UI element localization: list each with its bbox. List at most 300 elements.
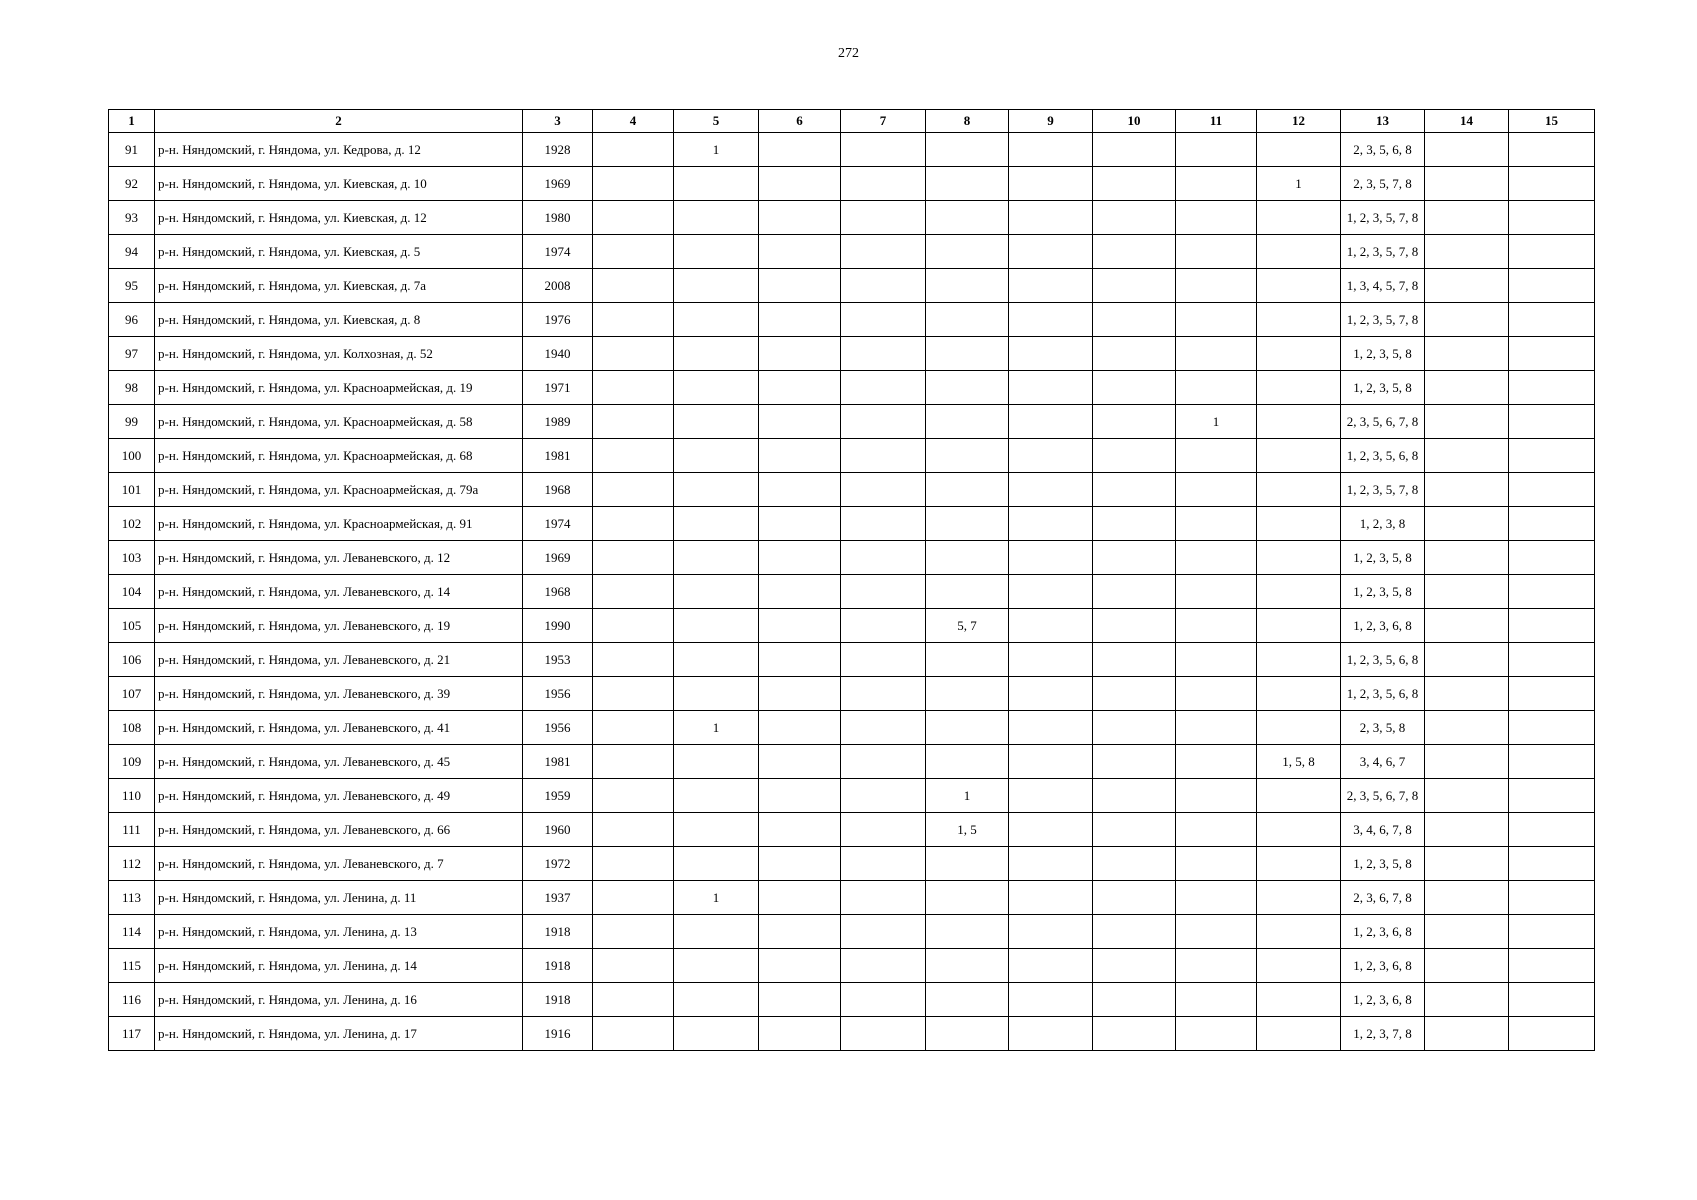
address-cell: р-н. Няндомский, г. Няндома, ул. Леваневского, д. 12 bbox=[155, 541, 523, 575]
table-row bbox=[109, 677, 1595, 711]
table-cell-col-8 bbox=[926, 473, 1009, 507]
table-cell-col-14 bbox=[1425, 1017, 1509, 1051]
table-row bbox=[109, 235, 1595, 269]
table-cell-col-4 bbox=[593, 405, 674, 439]
table-cell-col-7 bbox=[841, 949, 926, 983]
address-cell: р-н. Няндомский, г. Няндома, ул. Киевская, д. 12 bbox=[155, 201, 523, 235]
table-cell-col-4 bbox=[593, 541, 674, 575]
table-cell-col-8 bbox=[926, 677, 1009, 711]
table-cell-col-8 bbox=[926, 881, 1009, 915]
column-header-8: 8 bbox=[926, 110, 1009, 133]
table-cell-col-11 bbox=[1176, 541, 1257, 575]
table-cell-col-15 bbox=[1509, 133, 1595, 167]
table-cell-col-11 bbox=[1176, 507, 1257, 541]
table-cell-col-8 bbox=[926, 133, 1009, 167]
table-cell-col-15 bbox=[1509, 1017, 1595, 1051]
table-cell-col-12 bbox=[1257, 235, 1341, 269]
address-cell: р-н. Няндомский, г. Няндома, ул. Кедрова, д. 12 bbox=[155, 133, 523, 167]
address-cell: р-н. Няндомский, г. Няндома, ул. Леваневского, д. 19 bbox=[155, 609, 523, 643]
header-row bbox=[109, 110, 1595, 133]
table-row bbox=[109, 643, 1595, 677]
table-cell-col-7 bbox=[841, 371, 926, 405]
table-cell-col-12 bbox=[1257, 609, 1341, 643]
table-cell-col-10 bbox=[1093, 575, 1176, 609]
table-cell-col-14 bbox=[1425, 303, 1509, 337]
address-cell: р-н. Няндомский, г. Няндома, ул. Киевская, д. 5 bbox=[155, 235, 523, 269]
address-cell: р-н. Няндомский, г. Няндома, ул. Леваневского, д. 49 bbox=[155, 779, 523, 813]
table-cell-col-5 bbox=[674, 813, 759, 847]
table-cell-col-10 bbox=[1093, 1017, 1176, 1051]
table-cell-col-11 bbox=[1176, 269, 1257, 303]
table-cell-col-9 bbox=[1009, 881, 1093, 915]
table-cell-col-6 bbox=[759, 847, 841, 881]
table-cell-col-7 bbox=[841, 1017, 926, 1051]
year-cell: 1937 bbox=[523, 881, 593, 915]
table-cell-col-9 bbox=[1009, 949, 1093, 983]
table-cell-col-12 bbox=[1257, 949, 1341, 983]
table-cell-col-14 bbox=[1425, 643, 1509, 677]
table-cell-col-14 bbox=[1425, 269, 1509, 303]
table-cell-col-14 bbox=[1425, 133, 1509, 167]
table-cell-col-15 bbox=[1509, 813, 1595, 847]
table-cell-col-11 bbox=[1176, 133, 1257, 167]
table-cell-col-10 bbox=[1093, 745, 1176, 779]
table-cell-col-5 bbox=[674, 779, 759, 813]
table-cell-col-5: 1 bbox=[674, 133, 759, 167]
table-cell-col-10 bbox=[1093, 881, 1176, 915]
table-cell-col-9 bbox=[1009, 541, 1093, 575]
row-number-cell: 94 bbox=[109, 235, 155, 269]
table-cell-col-7 bbox=[841, 677, 926, 711]
table-cell-col-9 bbox=[1009, 983, 1093, 1017]
table-cell-col-9 bbox=[1009, 235, 1093, 269]
table-cell-col-7 bbox=[841, 337, 926, 371]
table-cell-col-14 bbox=[1425, 405, 1509, 439]
table-cell-col-6 bbox=[759, 609, 841, 643]
table-cell-col-9 bbox=[1009, 133, 1093, 167]
table-row bbox=[109, 745, 1595, 779]
row-number-cell: 108 bbox=[109, 711, 155, 745]
table-cell-col-7 bbox=[841, 983, 926, 1017]
table-row bbox=[109, 371, 1595, 405]
table-cell-col-4 bbox=[593, 337, 674, 371]
table-cell-col-12 bbox=[1257, 507, 1341, 541]
table-cell-col-13: 1, 2, 3, 5, 6, 8 bbox=[1341, 643, 1425, 677]
table-cell-col-12 bbox=[1257, 677, 1341, 711]
table-cell-col-7 bbox=[841, 711, 926, 745]
table-cell-col-5 bbox=[674, 269, 759, 303]
table-cell-col-13: 1, 2, 3, 6, 8 bbox=[1341, 915, 1425, 949]
table-cell-col-9 bbox=[1009, 847, 1093, 881]
table-cell-col-8 bbox=[926, 847, 1009, 881]
table-row bbox=[109, 133, 1595, 167]
row-number-cell: 95 bbox=[109, 269, 155, 303]
year-cell: 1968 bbox=[523, 575, 593, 609]
table-cell-col-12 bbox=[1257, 439, 1341, 473]
table-cell-col-14 bbox=[1425, 167, 1509, 201]
column-header-14: 14 bbox=[1425, 110, 1509, 133]
table-cell-col-10 bbox=[1093, 643, 1176, 677]
row-number-cell: 93 bbox=[109, 201, 155, 235]
address-cell: р-н. Няндомский, г. Няндома, ул. Киевская, д. 7а bbox=[155, 269, 523, 303]
table-cell-col-15 bbox=[1509, 201, 1595, 235]
table-cell-col-7 bbox=[841, 609, 926, 643]
year-cell: 1956 bbox=[523, 677, 593, 711]
column-header-15: 15 bbox=[1509, 110, 1595, 133]
row-number-cell: 105 bbox=[109, 609, 155, 643]
table-cell-col-10 bbox=[1093, 235, 1176, 269]
table-row bbox=[109, 711, 1595, 745]
table-cell-col-8 bbox=[926, 507, 1009, 541]
table-cell-col-10 bbox=[1093, 677, 1176, 711]
table-cell-col-11 bbox=[1176, 643, 1257, 677]
table-cell-col-10 bbox=[1093, 609, 1176, 643]
table-row bbox=[109, 881, 1595, 915]
table-row bbox=[109, 337, 1595, 371]
table-cell-col-9 bbox=[1009, 439, 1093, 473]
row-number-cell: 106 bbox=[109, 643, 155, 677]
table-cell-col-5 bbox=[674, 337, 759, 371]
table-cell-col-8 bbox=[926, 337, 1009, 371]
table-cell-col-13: 1, 2, 3, 5, 8 bbox=[1341, 371, 1425, 405]
table-cell-col-12 bbox=[1257, 303, 1341, 337]
table-cell-col-7 bbox=[841, 915, 926, 949]
row-number-cell: 96 bbox=[109, 303, 155, 337]
table-cell-col-6 bbox=[759, 405, 841, 439]
table-cell-col-4 bbox=[593, 881, 674, 915]
table-cell-col-8 bbox=[926, 371, 1009, 405]
table-cell-col-11 bbox=[1176, 303, 1257, 337]
table-cell-col-14 bbox=[1425, 609, 1509, 643]
table-cell-col-6 bbox=[759, 201, 841, 235]
table-cell-col-12 bbox=[1257, 201, 1341, 235]
table-cell-col-4 bbox=[593, 507, 674, 541]
address-cell: р-н. Няндомский, г. Няндома, ул. Ленина, д. 14 bbox=[155, 949, 523, 983]
row-number-cell: 117 bbox=[109, 1017, 155, 1051]
table-cell-col-6 bbox=[759, 575, 841, 609]
table-cell-col-4 bbox=[593, 167, 674, 201]
table-cell-col-9 bbox=[1009, 609, 1093, 643]
table-cell-col-5 bbox=[674, 847, 759, 881]
table-cell-col-6 bbox=[759, 1017, 841, 1051]
table-cell-col-13: 1, 2, 3, 5, 8 bbox=[1341, 847, 1425, 881]
table-cell-col-15 bbox=[1509, 167, 1595, 201]
table-cell-col-8 bbox=[926, 269, 1009, 303]
table-cell-col-12 bbox=[1257, 473, 1341, 507]
column-header-3: 3 bbox=[523, 110, 593, 133]
table-cell-col-6 bbox=[759, 711, 841, 745]
table-cell-col-14 bbox=[1425, 677, 1509, 711]
row-number-cell: 115 bbox=[109, 949, 155, 983]
table-cell-col-12 bbox=[1257, 337, 1341, 371]
table-cell-col-12 bbox=[1257, 575, 1341, 609]
table-cell-col-7 bbox=[841, 813, 926, 847]
table-cell-col-14 bbox=[1425, 983, 1509, 1017]
row-number-cell: 104 bbox=[109, 575, 155, 609]
table-cell-col-13: 2, 3, 5, 6, 7, 8 bbox=[1341, 779, 1425, 813]
row-number-cell: 103 bbox=[109, 541, 155, 575]
table-row bbox=[109, 813, 1595, 847]
year-cell: 1953 bbox=[523, 643, 593, 677]
table-row bbox=[109, 847, 1595, 881]
table-cell-col-4 bbox=[593, 949, 674, 983]
table-cell-col-12 bbox=[1257, 711, 1341, 745]
year-cell: 1980 bbox=[523, 201, 593, 235]
table-cell-col-11 bbox=[1176, 473, 1257, 507]
table-cell-col-6 bbox=[759, 677, 841, 711]
table-cell-col-6 bbox=[759, 371, 841, 405]
table-cell-col-13: 3, 4, 6, 7, 8 bbox=[1341, 813, 1425, 847]
table-cell-col-10 bbox=[1093, 201, 1176, 235]
table-cell-col-11 bbox=[1176, 745, 1257, 779]
table-cell-col-9 bbox=[1009, 643, 1093, 677]
table-cell-col-13: 1, 2, 3, 5, 8 bbox=[1341, 541, 1425, 575]
table-cell-col-7 bbox=[841, 269, 926, 303]
table-cell-col-8 bbox=[926, 643, 1009, 677]
table-cell-col-15 bbox=[1509, 609, 1595, 643]
table-cell-col-14 bbox=[1425, 711, 1509, 745]
year-cell: 1916 bbox=[523, 1017, 593, 1051]
table-cell-col-8 bbox=[926, 983, 1009, 1017]
table-row bbox=[109, 269, 1595, 303]
table-cell-col-12 bbox=[1257, 847, 1341, 881]
column-header-4: 4 bbox=[593, 110, 674, 133]
table-cell-col-6 bbox=[759, 745, 841, 779]
table-cell-col-9 bbox=[1009, 337, 1093, 371]
table-cell-col-13: 1, 2, 3, 5, 6, 8 bbox=[1341, 677, 1425, 711]
table-cell-col-6 bbox=[759, 439, 841, 473]
table-cell-col-15 bbox=[1509, 677, 1595, 711]
table-cell-col-13: 1, 2, 3, 5, 7, 8 bbox=[1341, 473, 1425, 507]
row-number-cell: 91 bbox=[109, 133, 155, 167]
table-cell-col-12 bbox=[1257, 813, 1341, 847]
table-row bbox=[109, 473, 1595, 507]
table-cell-col-14 bbox=[1425, 507, 1509, 541]
table-cell-col-7 bbox=[841, 167, 926, 201]
table-cell-col-11 bbox=[1176, 337, 1257, 371]
table-cell-col-7 bbox=[841, 881, 926, 915]
table-header bbox=[109, 110, 1595, 133]
table-cell-col-4 bbox=[593, 269, 674, 303]
address-cell: р-н. Няндомский, г. Няндома, ул. Красноармейская, д. 91 bbox=[155, 507, 523, 541]
table-cell-col-4 bbox=[593, 1017, 674, 1051]
table-cell-col-11 bbox=[1176, 167, 1257, 201]
table-cell-col-13: 1, 2, 3, 8 bbox=[1341, 507, 1425, 541]
table-cell-col-12: 1 bbox=[1257, 167, 1341, 201]
table-cell-col-9 bbox=[1009, 711, 1093, 745]
table-cell-col-7 bbox=[841, 133, 926, 167]
table-cell-col-14 bbox=[1425, 915, 1509, 949]
table-cell-col-9 bbox=[1009, 1017, 1093, 1051]
table-cell-col-4 bbox=[593, 575, 674, 609]
year-cell: 1918 bbox=[523, 949, 593, 983]
table-cell-col-15 bbox=[1509, 507, 1595, 541]
table-cell-col-4 bbox=[593, 439, 674, 473]
table-cell-col-4 bbox=[593, 473, 674, 507]
table-cell-col-13: 1, 2, 3, 5, 7, 8 bbox=[1341, 303, 1425, 337]
table-cell-col-5 bbox=[674, 745, 759, 779]
table-cell-col-11: 1 bbox=[1176, 405, 1257, 439]
table-cell-col-15 bbox=[1509, 915, 1595, 949]
table-cell-col-7 bbox=[841, 303, 926, 337]
table-cell-col-6 bbox=[759, 473, 841, 507]
table-cell-col-9 bbox=[1009, 779, 1093, 813]
table-cell-col-5 bbox=[674, 575, 759, 609]
year-cell: 1956 bbox=[523, 711, 593, 745]
table-cell-col-12 bbox=[1257, 983, 1341, 1017]
table-cell-col-5 bbox=[674, 1017, 759, 1051]
table-cell-col-10 bbox=[1093, 269, 1176, 303]
table-cell-col-15 bbox=[1509, 881, 1595, 915]
address-cell: р-н. Няндомский, г. Няндома, ул. Ленина, д. 13 bbox=[155, 915, 523, 949]
table-cell-col-8 bbox=[926, 575, 1009, 609]
table-cell-col-15 bbox=[1509, 949, 1595, 983]
table-cell-col-15 bbox=[1509, 983, 1595, 1017]
table-cell-col-11 bbox=[1176, 575, 1257, 609]
table-cell-col-14 bbox=[1425, 235, 1509, 269]
year-cell: 1959 bbox=[523, 779, 593, 813]
table-cell-col-7 bbox=[841, 575, 926, 609]
table-cell-col-14 bbox=[1425, 473, 1509, 507]
address-cell: р-н. Няндомский, г. Няндома, ул. Красноармейская, д. 19 bbox=[155, 371, 523, 405]
table-row bbox=[109, 949, 1595, 983]
address-cell: р-н. Няндомский, г. Няндома, ул. Леваневского, д. 14 bbox=[155, 575, 523, 609]
year-cell: 2008 bbox=[523, 269, 593, 303]
table-cell-col-4 bbox=[593, 609, 674, 643]
table-cell-col-7 bbox=[841, 643, 926, 677]
column-header-12: 12 bbox=[1257, 110, 1341, 133]
year-cell: 1972 bbox=[523, 847, 593, 881]
table-cell-col-5 bbox=[674, 473, 759, 507]
column-header-10: 10 bbox=[1093, 110, 1176, 133]
table-cell-col-7 bbox=[841, 439, 926, 473]
year-cell: 1918 bbox=[523, 983, 593, 1017]
table-cell-col-12 bbox=[1257, 269, 1341, 303]
year-cell: 1918 bbox=[523, 915, 593, 949]
table-cell-col-5 bbox=[674, 915, 759, 949]
table-cell-col-5 bbox=[674, 201, 759, 235]
column-header-5: 5 bbox=[674, 110, 759, 133]
table-cell-col-8 bbox=[926, 201, 1009, 235]
row-number-cell: 110 bbox=[109, 779, 155, 813]
table-cell-col-11 bbox=[1176, 1017, 1257, 1051]
column-header-13: 13 bbox=[1341, 110, 1425, 133]
table-cell-col-9 bbox=[1009, 167, 1093, 201]
table-cell-col-7 bbox=[841, 201, 926, 235]
year-cell: 1968 bbox=[523, 473, 593, 507]
table-row bbox=[109, 609, 1595, 643]
table-row bbox=[109, 1017, 1595, 1051]
table-cell-col-11 bbox=[1176, 711, 1257, 745]
table-row bbox=[109, 439, 1595, 473]
table-cell-col-6 bbox=[759, 881, 841, 915]
column-header-1: 1 bbox=[109, 110, 155, 133]
table-cell-col-9 bbox=[1009, 405, 1093, 439]
table-cell-col-15 bbox=[1509, 711, 1595, 745]
table-row bbox=[109, 983, 1595, 1017]
table-cell-col-13: 2, 3, 5, 6, 8 bbox=[1341, 133, 1425, 167]
table-row bbox=[109, 779, 1595, 813]
table-cell-col-6 bbox=[759, 983, 841, 1017]
table-cell-col-8 bbox=[926, 405, 1009, 439]
table-cell-col-10 bbox=[1093, 541, 1176, 575]
table-cell-col-4 bbox=[593, 915, 674, 949]
table-cell-col-13: 1, 2, 3, 6, 8 bbox=[1341, 949, 1425, 983]
address-cell: р-н. Няндомский, г. Няндома, ул. Киевская, д. 10 bbox=[155, 167, 523, 201]
table-cell-col-14 bbox=[1425, 949, 1509, 983]
address-cell: р-н. Няндомский, г. Няндома, ул. Леваневского, д. 39 bbox=[155, 677, 523, 711]
table-cell-col-14 bbox=[1425, 371, 1509, 405]
address-cell: р-н. Няндомский, г. Няндома, ул. Леваневского, д. 45 bbox=[155, 745, 523, 779]
table-cell-col-7 bbox=[841, 405, 926, 439]
year-cell: 1974 bbox=[523, 235, 593, 269]
table-cell-col-5 bbox=[674, 235, 759, 269]
table-cell-col-12 bbox=[1257, 881, 1341, 915]
row-number-cell: 113 bbox=[109, 881, 155, 915]
address-cell: р-н. Няндомский, г. Няндома, ул. Красноармейская, д. 68 bbox=[155, 439, 523, 473]
table-cell-col-10 bbox=[1093, 405, 1176, 439]
table-cell-col-11 bbox=[1176, 677, 1257, 711]
table-cell-col-14 bbox=[1425, 847, 1509, 881]
table-row bbox=[109, 541, 1595, 575]
table-cell-col-5 bbox=[674, 167, 759, 201]
table-cell-col-14 bbox=[1425, 779, 1509, 813]
address-cell: р-н. Няндомский, г. Няндома, ул. Леваневского, д. 41 bbox=[155, 711, 523, 745]
table-cell-col-10 bbox=[1093, 439, 1176, 473]
table-cell-col-9 bbox=[1009, 269, 1093, 303]
table-cell-col-8: 1, 5 bbox=[926, 813, 1009, 847]
table-cell-col-15 bbox=[1509, 269, 1595, 303]
table-cell-col-11 bbox=[1176, 881, 1257, 915]
table-cell-col-5 bbox=[674, 507, 759, 541]
row-number-cell: 101 bbox=[109, 473, 155, 507]
year-cell: 1960 bbox=[523, 813, 593, 847]
table-cell-col-9 bbox=[1009, 745, 1093, 779]
table-cell-col-10 bbox=[1093, 983, 1176, 1017]
table-cell-col-12: 1, 5, 8 bbox=[1257, 745, 1341, 779]
address-cell: р-н. Няндомский, г. Няндома, ул. Ленина, д. 17 bbox=[155, 1017, 523, 1051]
table-cell-col-5 bbox=[674, 643, 759, 677]
table-cell-col-13: 2, 3, 5, 7, 8 bbox=[1341, 167, 1425, 201]
row-number-cell: 99 bbox=[109, 405, 155, 439]
table-cell-col-12 bbox=[1257, 405, 1341, 439]
table-cell-col-9 bbox=[1009, 473, 1093, 507]
table-cell-col-7 bbox=[841, 541, 926, 575]
table-cell-col-11 bbox=[1176, 847, 1257, 881]
table-cell-col-13: 2, 3, 6, 7, 8 bbox=[1341, 881, 1425, 915]
table-cell-col-8 bbox=[926, 949, 1009, 983]
table-cell-col-4 bbox=[593, 371, 674, 405]
table-cell-col-8 bbox=[926, 915, 1009, 949]
year-cell: 1981 bbox=[523, 745, 593, 779]
table-cell-col-8 bbox=[926, 303, 1009, 337]
year-cell: 1971 bbox=[523, 371, 593, 405]
row-number-cell: 116 bbox=[109, 983, 155, 1017]
address-cell: р-н. Няндомский, г. Няндома, ул. Ленина, д. 11 bbox=[155, 881, 523, 915]
row-number-cell: 97 bbox=[109, 337, 155, 371]
table-cell-col-13: 1, 2, 3, 5, 8 bbox=[1341, 575, 1425, 609]
table-cell-col-4 bbox=[593, 235, 674, 269]
year-cell: 1981 bbox=[523, 439, 593, 473]
column-header-7: 7 bbox=[841, 110, 926, 133]
table-cell-col-15 bbox=[1509, 779, 1595, 813]
row-number-cell: 114 bbox=[109, 915, 155, 949]
address-cell: р-н. Няндомский, г. Няндома, ул. Колхозная, д. 52 bbox=[155, 337, 523, 371]
table-cell-col-11 bbox=[1176, 813, 1257, 847]
table-cell-col-12 bbox=[1257, 779, 1341, 813]
table-cell-col-4 bbox=[593, 643, 674, 677]
table-cell-col-13: 1, 3, 4, 5, 7, 8 bbox=[1341, 269, 1425, 303]
